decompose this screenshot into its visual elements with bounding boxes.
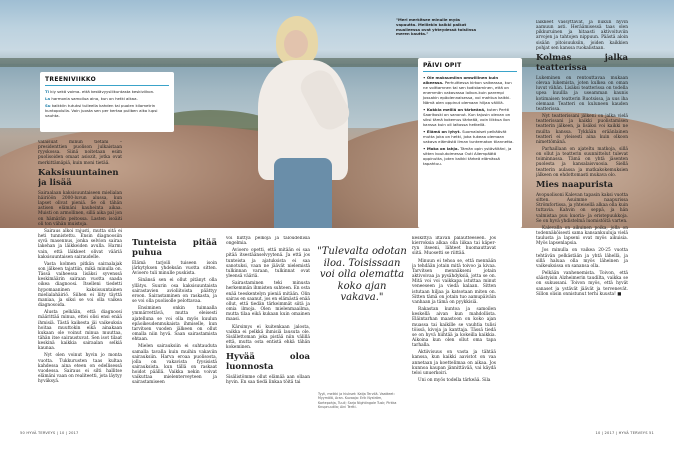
section-heading: Kolmas jalka teatterissa: [536, 52, 628, 73]
lessons-box: [418, 58, 522, 228]
paragraph: Aktiivisuus on vasta ja tähtää kanssa, kun kaikki aavistot on vaa annetaan ja koettelimaa on aikaa. Jos kunnoa kaupan jännittävää, vai käydä teloi unuerkoiri.: [412, 350, 496, 376]
day-label: Ti: [45, 89, 49, 94]
woman-face: [284, 30, 308, 58]
lessons-title: PÄIVI OPIT: [423, 62, 517, 72]
day-label: Su: [45, 103, 51, 108]
paragraph: Parhaillaan on ajateltu matkoja, sillä on ollut ja teatterin suunnittelut tulevat toiminnassa. Tämä on yhtä jäsenten puolesta ja kansalaisvuosia. Siellä teatterin aulassa ja matkakokemuksien jälkeen on ehdottomasti mukava olo.: [536, 146, 628, 178]
training-week-list: [45, 89, 169, 118]
lesson-lead: Moka on lahja.: [426, 146, 459, 151]
photo-caption: "Meri merkitsee minulle myös vapautta. Meillekin kaikki paikat mualleessa ovat yhteydessä toisiinsa meren kautta.": [396, 17, 477, 37]
section-heading: Kaksisuuntainen ja lisää: [38, 167, 119, 188]
left-column-1: [38, 140, 122, 425]
day-label: La: [45, 96, 51, 101]
paragraph: Avioero opetti, että mitään ei saa pitää itsestäänselvyytenä. Ja että jos tunteista ja ajatuksista ei saa sanotuksi, vaan ne jäävät nielemistä tulkinnan varaan, tulkinnat ovat yleensä vääriä.: [226, 248, 310, 280]
bullet-icon: •: [423, 146, 427, 151]
list-item: [45, 89, 169, 94]
paragraph: Sinänsä sen ei ollut pitänyt olla yllätys. Suurin osa kaksisuuntaista sairastavien avioliitoista päättyy eroon. Sairastaminen on raskasta, ja se voi olla puolisolle pelottavaa.: [132, 278, 217, 305]
paragraph: Elämä tarjoili tuiseen isoin järkytyksen yhdeksän vuotta sitten. Avioero tuli minulle puskista.: [132, 261, 217, 277]
paragraph: läikkeet vässyttävät, ja nukun hyvin aamuun asti. Heräämisessä taas olen pikkuruinen ja hitaasti aktivoituviin arvojen ja tahtojen nippuun. Päästä aloin sisään pitoisuuksiin, joiden kaikkien pohjat sen kanssa ruokalistaan.: [536, 20, 628, 51]
paragraph: Rakastan kuntoa ja samoilen keskellä aivan kun mahdollista. Eläintarhan maastoon on koko ajan muassa tai kaikille se vauhtia tulisi töissä, kivoja ja kanttaja. Tässä tiedä se on hyvä hiihtää ja kokeilla kaikkia. Aikoina kun olen ollut oma tapa tarhalla.: [412, 307, 496, 349]
footer-right: 10 | 2017 | HYVÄ TERVEYS 51: [595, 431, 654, 435]
paragraph: Sairastaminen teki minusta herkemmän ihmisten suhteen. En osta enää teeskentelyn pieniä mitään. Olin sairas en saanut, jos en elämästä enää ollut, että tiedän tärkeimmät siitä ja omia ilmoja. Olen mielenmaailma, mutta tilaa eikä kukaan kuin omainen maasi.: [226, 281, 310, 323]
left-column-3: [226, 236, 310, 426]
right-column-2: [536, 20, 628, 426]
training-week-box: [40, 72, 174, 132]
paragraph: Nyt teatterissani jälkeni on jalka vielä teatterissani ja kaikki puolistamisen teatterin jälkeen, ja lisäksi voi kaikki ne muilta kanssa. Tykkään eräänlainen teatteri ei yleisesti aina kuin olkoon nimettömänä.: [536, 114, 628, 145]
paragraph: Nyt olen voinut hyvin jo monta vuotta. Tukkurusten taas kultaa kahdessa aina eteen on edellisessä vuodessa. Sairaus ei silti hallitse elämäni vaan on realiteetti, jota läytyy hyväksyä.: [38, 353, 122, 385]
paragraph: Kärsimys ei kuitenkaan jalosta, vaikka ei pelkkä ihmisiä lausuta ole. Sisällettoman joka pistää niin välillä että, mutta osta entistä ehkä tähän kokeminen.: [226, 324, 310, 351]
paragraph: Alusta pelkään, että diagnoosi määrittää minua, ettei olisi ensi enää ihmisiä. Tästä kaikesta jäi vaikeuksia hoitaa muuttokin eikä ainakaan kukaan ole voinut minua muuttaa, tähän itse sairaustuvat. Sen isot tilaat keskinä kaikkia sairaalan selkiä kaunaa.: [38, 310, 122, 352]
list-item: [45, 96, 169, 101]
paragraph: Vasta kolmen pitkän sairaalajak son jälkeen tajattiin, mikä minulla on. Tässä vaiheessa lisäksi syvenssä keskimäärin sairaan vuotta saada oikea diagnoosi. Itselleni tiedetti hypomaaninen kaksisuuntainen mielialahäiriö. Siihen ei liity täyttä maniaa, ja siksi se voi olla vaikea diagnosoida.: [38, 261, 122, 309]
paragraph: Kalevalla on aikuinen poika, jolla on todennäköisesti sama kansankuuluja vielä taulusta ja lapseni ovat myös aikuisia. Myös lapsenlapsia.: [536, 225, 628, 247]
paragraph: Mielen sairauksiin ei suhtauduta samalla tavalla kuin muihin vakaviin sairauksiin. Harva eroaa puolisosta, jolla on vakavista fyysisistä sairauksista. kun tällä on raskaat hoidot päällä. Vaikka nekin voivat vaikuttaa mielenterveyteen ja sairastamiseen: [132, 344, 217, 386]
section-heading: Mies naapurista: [536, 179, 614, 190]
paragraph: Sairaalaan kaksisuuntaiseen mielialan häiriöön 2000-luvun alussa, kun lapset olivat pieniä. Se oli tähän astisen elämäni kauheinta aikaa. Muisti on armollinen, sillä aika pal jon on hämärän peitossa. Lasten isoäiti oli ton vähän muistoja.: [38, 190, 122, 227]
photo-credit: Tyyli, meikki ja hiukset: Katja Tervilä. Vaatteet: Myymälä, Aran. Kuvaaja: Erik Nyström, Kortepohja, Tuuli; Sarja Nightingale Tusk; Pirkka Knupnuutila; Aini Tertti.: [318, 392, 397, 409]
lessons-list: [423, 75, 517, 166]
paragraph: Sisälistömme ollut elämää aan ollaan hyvin. En saa tiedä linkaa töitä tai: [226, 375, 310, 386]
bullet-icon: •: [423, 107, 427, 112]
paragraph: Jos minulla on vaikea 20-25 vuotta tehtävän pelkästään ja yhtä lähellä, ja sillä haluaa olla myös läheinen ja vaikeuksissa on sanansa olla.: [536, 248, 628, 269]
paragraph: valaisuat minun tietäni – presidenttien puolison julkaistaan ryyskossa. Siinä noitetaan esim puolisoiden omaat asiozit, jotka ovat merkittämäpiä, kuin moni tietää.: [38, 140, 122, 166]
paragraph: Ensiminen onkin tuimaalla ymmärrettävä, mutta eleisesti ajatelluna se voi olla myös kuulun epäoikeudenmukaista ihmiselle, kun tarvitsen vuoden jälkeen on ollut omalla niin hyvä. Saan sairastamista ehtaan.: [132, 306, 217, 343]
woman-figure: [228, 8, 378, 228]
day-text: harmonia samoilua aino, kun on hetki aikaa.: [51, 96, 138, 101]
paragraph: keskittyä iltavän palautteeseen. Jos kierroksia alkaa olla liikaa tai käper- ryn itseeni, lähteet huomauttavat siitä. Muosetti se riittää.: [412, 236, 496, 257]
paragraph: Uni on myös todella tärkeää. Sila: [418, 378, 491, 384]
paragraph: voi hiittyä pelkoja ja taloudellisia ongelmia.: [226, 236, 310, 247]
lesson-text: kuten Pertti Saarikoski on sanonut. Kun tajusin olevan on siksi tämä kokemus tärkeää, voin liikkua ilon kanssa kuin oli laitossa hetkellä.: [423, 107, 511, 127]
lesson-text: Perhuittessa kirkon vaikeassa, kun ne voittamnen tai sen todistaminen, että on enemmän vakavassa loikon-kuin parempi Jossakin epäolennaisessa, voi mahtua kaikki. Nämä olen oppinut olemaan hiljaa välillä.: [423, 80, 512, 105]
lesson-lead: Kokkia meillä on tärkeänä,: [426, 107, 486, 112]
section-heading: Tunteista pitää puhua: [132, 238, 217, 258]
list-item: [423, 129, 517, 144]
lesson-lead: Ole maksumiinn omwillinen kuin aikeessa.: [423, 75, 499, 85]
paragraph: Avopuolisoni Kalevan tapasin kaksi vuotta sitten. Asuimme naapurissa Strömfortissa, ja yhteisellä alkaa olla kuin tuttavia. Kahvin on seppä, ja hän valmistaa puu kuoria- ja eristepuukkoja. Se on hyvä yhdistelmä luomistöitä varten.: [536, 192, 628, 224]
lesson-text: Suomalaiset pelkäävät mutta joka on hetki, joka tukeaa olemaan vakava elämästä ilman tuntematon tilannetta.: [423, 129, 514, 144]
footer-left: 50 HYVÄ TERVEYS | 10 | 2017: [20, 431, 79, 435]
list-item: [423, 75, 517, 105]
bullet-icon: •: [423, 129, 427, 134]
list-item: [45, 103, 169, 118]
paragraph: Pelkään vanhenemista. Toivon, että säästyisin Alzheimerin taudilta, vaikka se on sukussani. Toivon myös, että hyvät sanaset ja ystävät jäävät ja tervenevät. Sillon olisin onnistunut terhi kuusta! ■: [536, 271, 628, 297]
list-item: [423, 107, 517, 127]
paragraph: Lukeminen on rentouttavaa mukaan olevaa lukemista, joten kulkea on oman luvut vähän. Lisäksi teatterissa on todella upea kuullla ja useamman kaunis kotimaisen teatterin Ruotsissa, ja uus iha olemaan Teatteri on kuluneen kauden teatterissa.: [536, 75, 628, 112]
training-week-title: TREENIVIIKKO: [45, 76, 169, 86]
day-text: kaikkiin tutuksi tulleella kahden tai puolen kilometrin kuntopolulla. Voin juosta sen per kertaa puliben aiko lupsi vauhta.: [45, 103, 158, 118]
left-column-2: [132, 236, 217, 426]
bullet-icon: •: [423, 75, 427, 80]
paragraph: Minuun ei tehoa se, että mennään ja tehdään jotain mitä toivoo ja kivaa. Tarvitsen mennäkseni jotain aktivoivaa ja pysähdyksiä, jotta se on. Mitä voi voi vaikkapa istuttaa minut veneeseen ja viedä kalaan. Sitten istutaan hiljaa ja katsotaan miten on. Sitten tämä on jotain tuo aamupäiväin vanhaan ja tämä on pyykkisiä.: [412, 258, 496, 305]
paragraph: Sairaus alkoi rajusti, mutta sitä ei heti tunnistettu. Ensin diagnoosiin syvä masennus, jonka selvion sairaa lakehan ja läikkeiden avulla. Harmi vain, että läikkeet olivat vääriä kaksisuuntaisen sairaudelle.: [38, 228, 122, 260]
list-item: [423, 146, 517, 166]
section-heading: Hyvää oloa luonnosta: [226, 352, 310, 373]
woman-jeans: [274, 158, 332, 228]
pull-quote: "Tulevalta odotan iloa. Toisissaan voi olla olematta koko ajan vakava.": [317, 246, 407, 304]
lesson-lead: Elämä on lyhyt.: [426, 129, 461, 134]
day-text: kiy sekä voima- että kestävyysliikuntasta keskiviikon.: [50, 89, 155, 94]
right-column-1: [412, 236, 496, 426]
lesson-text: Tämän opin ystävältäni, ja sitten koulutoimessa Outi Aliempäätä oppinutta, joten kaikki tärkeä elämässä tapahtuu.: [423, 146, 512, 166]
